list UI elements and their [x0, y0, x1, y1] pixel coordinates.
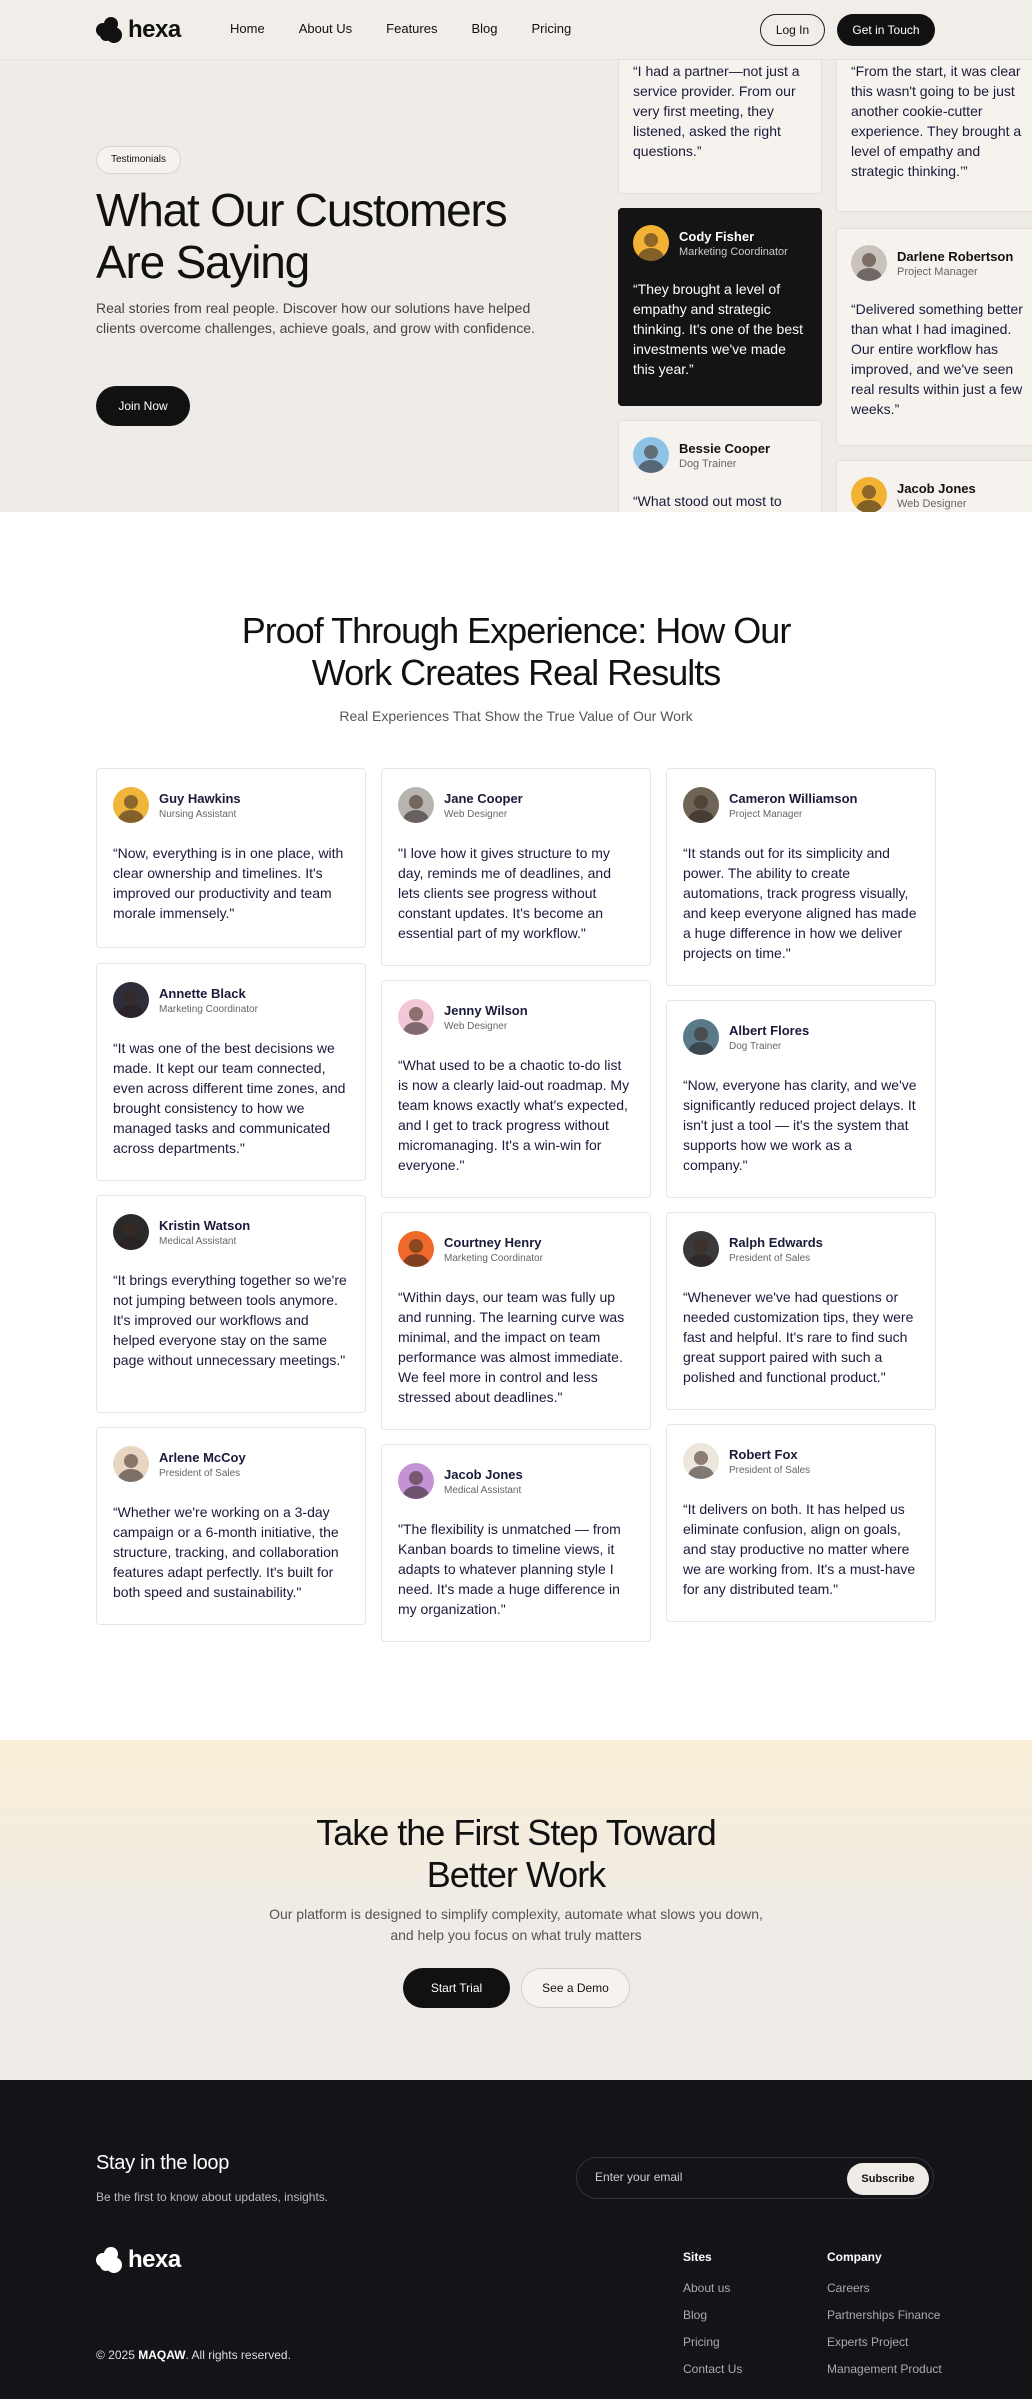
testimonial-quote: “What used to be a chaotic to-do list is now a clearly laid-out roadmap. My team knows exactly what's expected, and I get to track progress without micromanaging. It's a win-win for everyone." [398, 1057, 630, 1173]
hero-testimonial-card [618, 420, 822, 512]
nav-features[interactable]: Features [386, 21, 438, 36]
avatar [683, 1231, 719, 1267]
person-name: Cameron Williamson [729, 790, 858, 806]
proof-subtitle: Real Experiences That Show the True Value of Our Work [339, 708, 693, 724]
testimonial-quote: “It stands out for its simplicity and power. The ability to create automations, track progress visually, and keep everyone aligned has made a huge difference in how we deliver projects on time." [683, 845, 917, 961]
footer-link-partnerships-finance[interactable]: Partnerships Finance [827, 2308, 941, 2322]
avatar [633, 225, 669, 261]
person-role: Nursing Assistant [159, 808, 237, 820]
footer-link-contact-us[interactable]: Contact Us [683, 2362, 743, 2376]
person-role: Web Designer [444, 1020, 508, 1032]
person-role: Dog Trainer [679, 457, 737, 470]
testimonial-card [666, 1000, 936, 1198]
testimonial-card [381, 1212, 651, 1430]
testimonial-quote: “It was one of the best decisions we made. It kept our team connected, even across different time zones, and brought consistency to how we managed tasks and communicated across departments." [113, 1040, 346, 1156]
person-role: Web Designer [897, 497, 967, 510]
nav-blog[interactable]: Blog [471, 21, 498, 36]
person-name: Jacob Jones [444, 1466, 523, 1482]
testimonial-card [666, 1424, 936, 1622]
nav-pricing[interactable]: Pricing [531, 21, 572, 36]
testimonial-card [381, 768, 651, 966]
footer-heading: Company [827, 2250, 882, 2264]
footer-brand-logo[interactable] [96, 2246, 181, 2274]
testimonial-quote: “Now, everyone has clarity, and we've significantly reduced project delays. It isn't just a tool — it's the system that supports how we work as a company." [683, 1077, 917, 1173]
person-name: Guy Hawkins [159, 790, 241, 806]
avatar [113, 1446, 149, 1482]
get-in-touch-button[interactable]: Get in Touch [837, 14, 935, 46]
person-name: Albert Flores [729, 1022, 810, 1038]
person-role: President of Sales [729, 1252, 811, 1264]
hero-testimonial-card [618, 44, 822, 194]
newsletter-subtitle: Be the first to know about updates, insights. [96, 2190, 329, 2204]
hero-testimonial-card [836, 228, 1032, 446]
footer-link-about-us[interactable]: About us [683, 2281, 731, 2295]
cta-subtitle: Our platform is designed to simplify complexity, automate what slows you down, and help you focus on what truly matters [269, 1906, 763, 1943]
footer-heading: Sites [683, 2250, 712, 2264]
testimonial-card [96, 1195, 366, 1413]
person-role: Marketing Coordinator [679, 245, 788, 258]
avatar [398, 787, 434, 823]
main-nav [230, 21, 571, 36]
hero-section [0, 0, 1032, 512]
person-name: Jane Cooper [444, 790, 523, 806]
testimonial-card [96, 1427, 366, 1625]
person-name: Jacob Jones [897, 480, 976, 496]
email-input[interactable] [595, 2170, 835, 2184]
brand-logo[interactable] [96, 16, 181, 44]
person-role: Dog Trainer [729, 1040, 782, 1052]
avatar [398, 999, 434, 1035]
avatar [113, 1214, 149, 1250]
newsletter-form [576, 2157, 934, 2199]
testimonial-quote: “Now, everything is in one place, with clear ownership and timelines. It's improved our productivity and team morale immensely." [113, 845, 344, 921]
person-name: Bessie Cooper [679, 440, 771, 456]
person-name: Courtney Henry [444, 1234, 542, 1250]
testimonial-quote: "The flexibility is unmatched — from Kanban boards to timeline views, it adapts to whatever planning style I need. It's made a huge difference in my organization." [398, 1521, 621, 1617]
hexa-logo-icon [96, 17, 124, 43]
testimonial-quote: “Within days, our team was fully up and running. The learning curve was minimal, and the impact on team performance was almost immediate. We feel more in control and less stressed about deadlines." [398, 1289, 625, 1405]
brand-name: hexa [128, 16, 181, 43]
join-now-button[interactable]: Join Now [96, 386, 190, 426]
avatar [683, 1019, 719, 1055]
cta-title: Take the First Step Toward Better Work [316, 1812, 716, 1895]
avatar [683, 1443, 719, 1479]
testimonial-card [666, 768, 936, 986]
avatar [398, 1231, 434, 1267]
hero-testimonial-card-featured [618, 208, 822, 406]
avatar [851, 245, 887, 281]
person-name: Robert Fox [729, 1446, 798, 1462]
nav-home[interactable]: Home [230, 21, 265, 36]
footer-link-pricing[interactable]: Pricing [683, 2335, 720, 2349]
hero-testimonial-card [836, 44, 1032, 212]
testimonial-quote: “They brought a level of empathy and strategic thinking. It's one of the best investments we've made this year.” [633, 281, 804, 377]
hero-title: What Our Customers Are Saying [96, 184, 507, 288]
testimonial-quote: “Delivered something better than what I had imagined. Our entire workflow has improved, and we've seen real results within just a few weeks.” [851, 301, 1023, 417]
person-role: Medical Assistant [159, 1235, 237, 1247]
person-role: President of Sales [159, 1467, 241, 1479]
brand-name: hexa [128, 2246, 181, 2273]
person-role: Marketing Coordinator [444, 1252, 543, 1264]
avatar [113, 982, 149, 1018]
avatar [851, 477, 887, 512]
person-role: Medical Assistant [444, 1484, 522, 1496]
testimonial-card [666, 1212, 936, 1410]
testimonial-card [381, 1444, 651, 1642]
person-name: Darlene Robertson [897, 248, 1014, 264]
login-button[interactable]: Log In [760, 14, 825, 46]
testimonial-quote: "I love how it gives structure to my day, reminds me of deadlines, and lets clients see progress without constant updates. It's become an essential part of my workflow." [398, 845, 611, 941]
hexa-logo-icon [96, 2247, 124, 2273]
footer-sites-column [683, 2250, 742, 2389]
site-header [0, 0, 1032, 60]
person-name: Annette Black [159, 985, 246, 1001]
testimonial-quote: “Whether we're working on a 3-day campaign or a 6-month initiative, the structure, tracking, and collaboration features adapt perfectly. It's built for both speed and sustainability." [113, 1504, 339, 1600]
avatar [398, 1463, 434, 1499]
footer-link-careers[interactable]: Careers [827, 2281, 870, 2295]
testimonial-quote: “From the start, it was clear this wasn't going to be just another cookie-cutter experience. They brought a level of empathy and strategic thinking.’” [851, 63, 1022, 179]
person-role: Web Designer [444, 808, 508, 820]
proof-title: Proof Through Experience: How Our Work Creates Real Results [241, 610, 791, 693]
site-footer [0, 2080, 1032, 2399]
hero-subtitle: Real stories from real people. Discover how our solutions have helped clients overcome challenges, achieve goals, and grow with confidence. [96, 300, 535, 336]
testimonial-quote: “What stood out most to [633, 493, 782, 509]
testimonial-card [381, 980, 651, 1198]
newsletter-title: Stay in the loop [96, 2152, 230, 2174]
testimonial-quote: “Whenever we've had questions or needed customization tips, they were fast and helpful. It's rare to find such great support paired with such a polished and functional product." [683, 1289, 914, 1385]
proof-section [0, 512, 1032, 1740]
testimonial-quote: “It brings everything together so we're not jumping between tools anymore. It's improved our workflows and helped everyone stay on the same page without unnecessary meetings." [113, 1272, 347, 1368]
person-role: Marketing Coordinator [159, 1003, 258, 1015]
footer-link-experts-project[interactable]: Experts Project [827, 2335, 909, 2349]
copyright: © 2025 MAQAW. All rights reserved. [96, 2348, 291, 2362]
testimonial-quote: “I had a partner—not just a service provider. From our very first meeting, they listened, asked the right questions.” [633, 63, 800, 159]
testimonials-badge: Testimonials [96, 146, 181, 174]
nav-about-us[interactable]: About Us [298, 21, 353, 36]
testimonial-quote: “It delivers on both. It has helped us eliminate confusion, align on goals, and stay productive no matter where we are working from. It's a must-have for any distributed team." [683, 1501, 916, 1597]
subscribe-button[interactable]: Subscribe [847, 2163, 929, 2195]
start-trial-button[interactable]: Start Trial [403, 1968, 510, 2008]
avatar [633, 437, 669, 473]
person-role: Project Manager [897, 265, 978, 278]
person-name: Jenny Wilson [444, 1002, 528, 1018]
person-name: Ralph Edwards [729, 1234, 823, 1250]
avatar [683, 787, 719, 823]
person-name: Arlene McCoy [159, 1449, 246, 1465]
avatar [113, 787, 149, 823]
person-role: President of Sales [729, 1464, 811, 1476]
footer-link-management-product[interactable]: Management Product [827, 2362, 942, 2376]
cta-section [0, 1740, 1032, 2080]
see-demo-button[interactable]: See a Demo [521, 1968, 630, 2008]
person-name: Kristin Watson [159, 1217, 251, 1233]
footer-link-blog[interactable]: Blog [683, 2308, 708, 2322]
hero-testimonial-card [836, 460, 1032, 512]
person-role: Project Manager [729, 808, 803, 820]
testimonial-card [96, 768, 366, 948]
footer-company-column [827, 2250, 942, 2389]
testimonial-card [96, 963, 366, 1181]
person-name: Cody Fisher [679, 228, 755, 244]
